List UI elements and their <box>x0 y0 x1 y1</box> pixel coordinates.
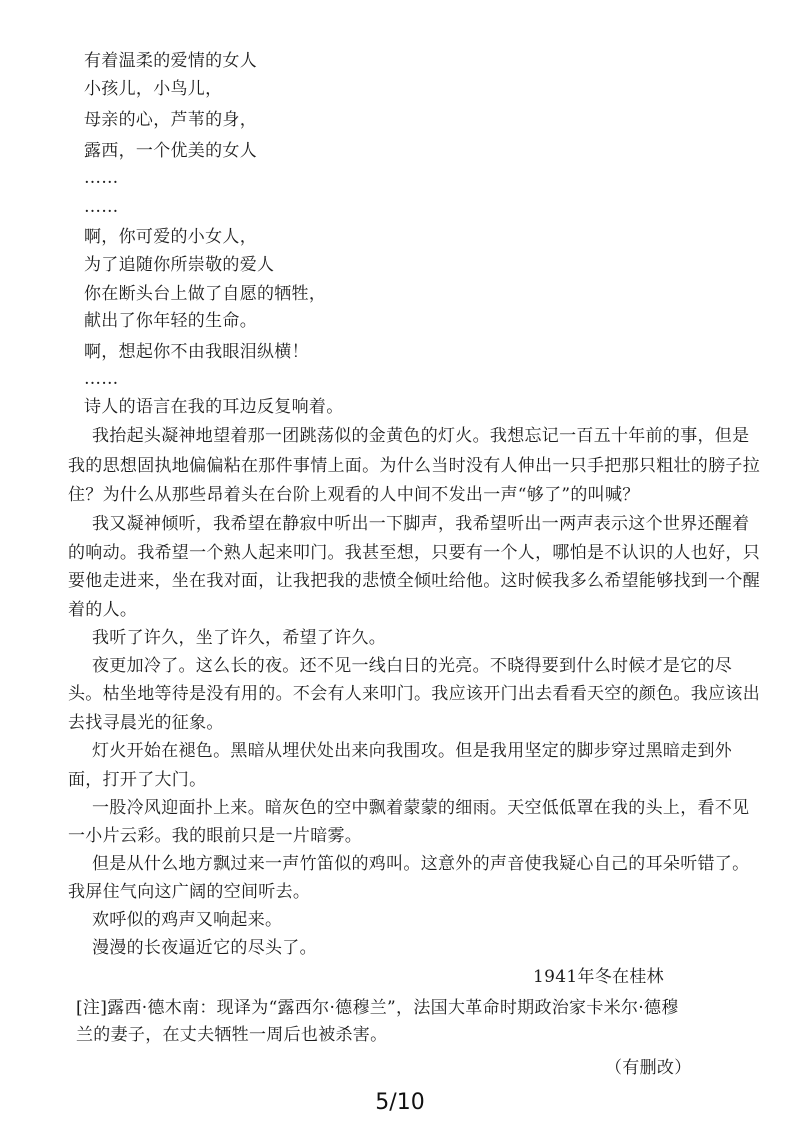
poem-line: 小孩儿，小鸟儿， <box>84 79 223 99</box>
paragraph-line: 灯火开始在褪色。黑暗从埋伏处出来向我围攻。但是我用坚定的脚步穿过黑暗走到外 <box>92 741 733 761</box>
paragraph-line: 我抬起头凝神地望着那一团跳荡似的金黄色的灯火。我想忘记一百五十年前的事，但是 <box>92 426 750 446</box>
poem-line: 你在断头台上做了自愿的牺牲， <box>84 284 327 304</box>
paragraph-line: 我听了许久，坐了许久，希望了许久。 <box>92 628 387 648</box>
paragraph-line: 面，打开了大门。 <box>68 770 207 790</box>
paragraph-line: 但是从什么地方飘过来一声竹笛似的鸡叫。这意外的声音使我疑心自己的耳朵听错了。 <box>92 854 750 874</box>
paragraph-line: 头。枯坐地等待是没有用的。不会有人来叩门。我应该开门出去看看天空的颜色。我应该出 <box>68 684 760 704</box>
paragraph-line: 我又凝神倾听，我希望在静寂中听出一下脚声，我希望听出一两声表示这个世界还醒着 <box>92 514 750 534</box>
poem-line: 有着温柔的爱情的女人 <box>84 51 257 71</box>
paragraph-line: 去找寻晨光的征象。 <box>68 713 224 733</box>
paragraph-line: 要他走进来，坐在我对面，让我把我的悲愤全倾吐给他。这时候我多么希望能够找到一个醒 <box>68 571 760 591</box>
edited-note: （有删改） <box>605 1058 692 1078</box>
footnote-line: 兰的妻子，在丈夫牺牲一周后也被杀害。 <box>76 1025 388 1045</box>
poem-line: …… <box>84 197 119 217</box>
page-number: 5/10 <box>375 1090 425 1115</box>
poem-line: 啊，你可爱的小女人， <box>84 227 257 247</box>
paragraph-line: 的响动。我希望一个熟人起来叩门。我甚至想，只要有一个人，哪怕是不认识的人也好，只 <box>68 543 760 563</box>
paragraph-line: 夜更加冷了。这么长的夜。还不见一线白日的光亮。不晓得要到什么时候才是它的尽 <box>92 656 733 676</box>
paragraph-line: 一小片云彩。我的眼前只是一片暗雾。 <box>68 826 363 846</box>
ellipsis: …… <box>84 369 119 389</box>
poem-line: …… <box>84 168 119 188</box>
paragraph-line: 一股冷风迎面扑上来。暗灰色的空中飘着蒙蒙的细雨。天空低低罩在我的头上，看不见 <box>92 798 750 818</box>
paragraph-line: 住？为什么从那些昂着头在台阶上观看的人中间不发出一声“够了”的叫喊？ <box>68 485 640 505</box>
paragraph-line: 欢呼似的鸡声又响起来。 <box>92 910 283 930</box>
poem-line: 露西，一个优美的女人 <box>84 141 257 161</box>
paragraph-line: 诗人的语言在我的耳边反复响着。 <box>84 397 344 417</box>
paragraph-line: 我屏住气向这广阔的空间听去。 <box>68 882 311 902</box>
paragraph-line: 我的思想固执地偏偏粘在那件事情上面。为什么当时没有人伸出一只手把那只粗壮的膀子拉 <box>68 456 760 476</box>
poem-line: 母亲的心，芦苇的身， <box>84 110 257 130</box>
poem-line: 献出了你年轻的生命。 <box>84 311 257 331</box>
footnote-line: [注]露西·德木南：现译为“露西尔·德穆兰”，法国大革命时期政治家卡米尔·德穆 <box>76 998 679 1018</box>
paragraph-line: 着的人。 <box>68 600 138 620</box>
paragraph-line: 漫漫的长夜逼近它的尽头了。 <box>92 938 317 958</box>
poem-line: 为了追随你所崇敬的爱人 <box>84 255 275 275</box>
poem-line: 啊，想起你不由我眼泪纵横！ <box>84 342 309 362</box>
date-line: 1941年冬在桂林 <box>533 967 664 987</box>
